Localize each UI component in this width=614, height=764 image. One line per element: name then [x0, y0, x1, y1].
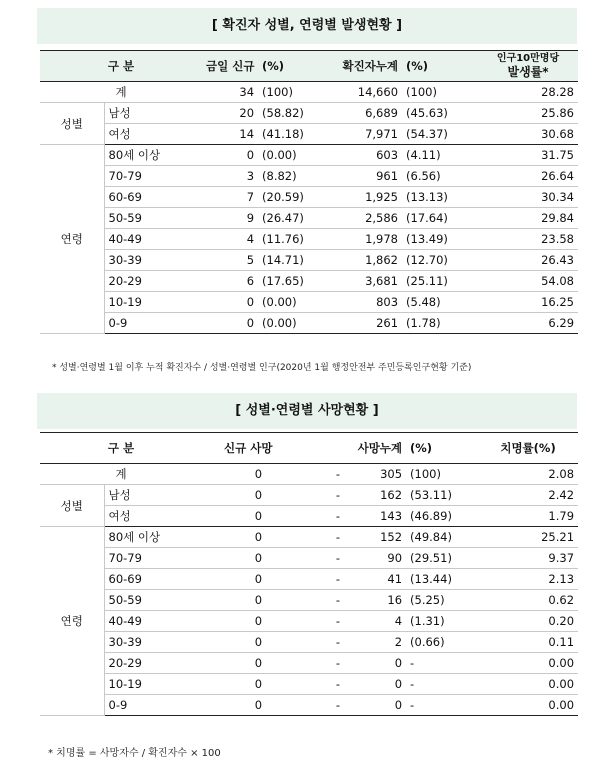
new-count-cell: 5 [202, 250, 258, 271]
table2-body [40, 464, 578, 716]
rate-cell: 0.20 [478, 611, 578, 632]
table-row [40, 485, 578, 506]
category-label-cell: 30-39 [104, 632, 202, 653]
cum-count-cell: 0 [350, 653, 406, 674]
category-label-cell: 60-69 [104, 569, 202, 590]
new-pct-cell: (0.00) [258, 292, 320, 313]
table1-title: [ 확진자 성별, 연령별 발생현황 ] [37, 8, 577, 44]
rate-cell: 0.00 [478, 674, 578, 695]
category-label-cell: 80세 이상 [104, 145, 202, 166]
new-count-cell: 0 [202, 506, 266, 527]
cum-pct-cell: (100) [402, 82, 478, 103]
cum-pct-cell: (54.37) [402, 124, 478, 145]
confirmed-cases-table [40, 50, 578, 334]
table2-header-row [40, 433, 578, 464]
cum-count-cell: 0 [350, 695, 406, 716]
new-count-cell: 0 [202, 674, 266, 695]
table-row [40, 590, 578, 611]
category-label-cell: 남성 [104, 485, 202, 506]
group-label-sex: 성별 [40, 485, 104, 527]
cum-pct-cell: (0.66) [406, 632, 478, 653]
table-row-total [40, 464, 578, 485]
table1-header-cum: 확진자누계 [320, 51, 402, 82]
new-pct-cell: - [266, 464, 350, 485]
cum-count-cell: 14,660 [320, 82, 402, 103]
table-row [40, 292, 578, 313]
new-pct-cell: - [266, 569, 350, 590]
table1-header-group: 구 분 [40, 51, 202, 82]
cum-pct-cell: (12.70) [402, 250, 478, 271]
deaths-table [40, 432, 578, 716]
table2-title: [ 성별·연령별 사망현황 ] [37, 393, 577, 429]
table-row [40, 674, 578, 695]
category-label-cell: 40-49 [104, 611, 202, 632]
table-row [40, 250, 578, 271]
rate-cell: 23.58 [478, 229, 578, 250]
new-count-cell: 6 [202, 271, 258, 292]
cum-count-cell: 6,689 [320, 103, 402, 124]
category-label-cell: 20-29 [104, 271, 202, 292]
new-pct-cell: (0.00) [258, 145, 320, 166]
group-label-sex: 성별 [40, 103, 104, 145]
cum-count-cell: 162 [350, 485, 406, 506]
category-label-cell: 70-79 [104, 166, 202, 187]
cum-pct-cell: - [406, 674, 478, 695]
new-count-cell: 20 [202, 103, 258, 124]
category-label-cell: 남성 [104, 103, 202, 124]
table1-header-row [40, 51, 578, 82]
cum-count-cell: 603 [320, 145, 402, 166]
new-count-cell: 14 [202, 124, 258, 145]
category-label-cell: 80세 이상 [104, 527, 202, 548]
table2-header-cum: 사망누계 [350, 433, 406, 464]
table-row [40, 506, 578, 527]
new-pct-cell: (11.76) [258, 229, 320, 250]
cum-pct-cell: (13.49) [402, 229, 478, 250]
new-count-cell: 9 [202, 208, 258, 229]
category-label-cell: 0-9 [104, 695, 202, 716]
cum-count-cell: 41 [350, 569, 406, 590]
category-label-cell: 30-39 [104, 250, 202, 271]
cum-pct-cell: (1.78) [402, 313, 478, 334]
cum-count-cell: 1,925 [320, 187, 402, 208]
group-label-age: 연령 [40, 527, 104, 716]
rate-cell: 30.68 [478, 124, 578, 145]
rate-cell: 0.00 [478, 695, 578, 716]
cum-pct-cell: (13.13) [402, 187, 478, 208]
cum-count-cell: 3,681 [320, 271, 402, 292]
table-row [40, 313, 578, 334]
table-row [40, 124, 578, 145]
cum-count-cell: 4 [350, 611, 406, 632]
cum-count-cell: 2,586 [320, 208, 402, 229]
rate-cell: 29.84 [478, 208, 578, 229]
new-count-cell: 0 [202, 485, 266, 506]
new-count-cell: 3 [202, 166, 258, 187]
cum-pct-cell: (46.89) [406, 506, 478, 527]
new-pct-cell: (26.47) [258, 208, 320, 229]
cum-count-cell: 2 [350, 632, 406, 653]
rate-cell: 26.64 [478, 166, 578, 187]
table2-header-cum-pct: (%) [406, 433, 478, 464]
category-label-cell: 10-19 [104, 674, 202, 695]
cum-pct-cell: (4.11) [402, 145, 478, 166]
new-pct-cell: - [266, 653, 350, 674]
group-label-age: 연령 [40, 145, 104, 334]
table1-body [40, 82, 578, 334]
new-count-cell: 0 [202, 632, 266, 653]
table1-header-rate [478, 51, 578, 82]
cum-pct-cell: - [406, 695, 478, 716]
category-label-cell: 0-9 [104, 313, 202, 334]
table1-footnote: * 성별·연령별 1월 이후 누적 확진자수 / 성별·연령별 인구(2020년 1월 행정안전부 주민등록인구현황 기준) [52, 363, 472, 373]
cum-pct-cell: (53.11) [406, 485, 478, 506]
new-pct-cell: (14.71) [258, 250, 320, 271]
cum-pct-cell: (13.44) [406, 569, 478, 590]
cum-pct-cell: (17.64) [402, 208, 478, 229]
rate-cell: 28.28 [478, 82, 578, 103]
table2-footnote: * 치명률 = 사망자수 / 확진자수 × 100 [48, 748, 221, 759]
rate-cell: 0.11 [478, 632, 578, 653]
cum-pct-cell: (49.84) [406, 527, 478, 548]
new-pct-cell: (100) [258, 82, 320, 103]
cum-count-cell: 0 [350, 674, 406, 695]
new-pct-cell: (0.00) [258, 313, 320, 334]
cum-count-cell: 961 [320, 166, 402, 187]
category-label-cell: 여성 [104, 124, 202, 145]
table1-header-rate-line1: 인구10만명당 [496, 53, 560, 64]
table-row [40, 271, 578, 292]
rate-cell: 9.37 [478, 548, 578, 569]
cum-count-cell: 305 [350, 464, 406, 485]
cum-pct-cell: (29.51) [406, 548, 478, 569]
table-row [40, 653, 578, 674]
cum-pct-cell: (5.48) [402, 292, 478, 313]
new-count-cell: 34 [202, 82, 258, 103]
rate-cell: 6.29 [478, 313, 578, 334]
new-pct-cell: - [266, 611, 350, 632]
new-pct-cell: (8.82) [258, 166, 320, 187]
cum-pct-cell: (45.63) [402, 103, 478, 124]
category-label-cell: 70-79 [104, 548, 202, 569]
cum-count-cell: 152 [350, 527, 406, 548]
new-pct-cell: - [266, 695, 350, 716]
table-row [40, 548, 578, 569]
rate-cell: 25.21 [478, 527, 578, 548]
table-row [40, 632, 578, 653]
rate-cell: 0.00 [478, 653, 578, 674]
cum-pct-cell: - [406, 653, 478, 674]
table-row [40, 527, 578, 548]
new-pct-cell: - [266, 506, 350, 527]
table1-header-new-pct: (%) [258, 51, 320, 82]
table-row [40, 145, 578, 166]
total-label-cell: 계 [40, 464, 202, 485]
new-count-cell: 0 [202, 569, 266, 590]
new-pct-cell: - [266, 527, 350, 548]
cum-count-cell: 90 [350, 548, 406, 569]
new-pct-cell: - [266, 548, 350, 569]
cum-count-cell: 1,862 [320, 250, 402, 271]
cum-count-cell: 16 [350, 590, 406, 611]
new-count-cell: 0 [202, 292, 258, 313]
new-count-cell: 0 [202, 145, 258, 166]
cum-count-cell: 803 [320, 292, 402, 313]
new-count-cell: 7 [202, 187, 258, 208]
category-label-cell: 50-59 [104, 208, 202, 229]
table-row [40, 569, 578, 590]
rate-cell: 2.08 [478, 464, 578, 485]
new-pct-cell: - [266, 632, 350, 653]
table-row [40, 229, 578, 250]
new-pct-cell: - [266, 674, 350, 695]
table1-header-new: 금일 신규 [202, 51, 258, 82]
table2-header-group: 구 분 [40, 433, 202, 464]
table2-header-new: 신규 사망 [202, 433, 350, 464]
rate-cell: 2.13 [478, 569, 578, 590]
total-label-cell: 계 [40, 82, 202, 103]
rate-cell: 0.62 [478, 590, 578, 611]
new-pct-cell: (17.65) [258, 271, 320, 292]
new-pct-cell: - [266, 590, 350, 611]
table-row [40, 695, 578, 716]
new-pct-cell: - [266, 485, 350, 506]
new-count-cell: 0 [202, 695, 266, 716]
new-count-cell: 0 [202, 548, 266, 569]
new-count-cell: 0 [202, 611, 266, 632]
category-label-cell: 40-49 [104, 229, 202, 250]
new-count-cell: 0 [202, 464, 266, 485]
rate-cell: 31.75 [478, 145, 578, 166]
category-label-cell: 60-69 [104, 187, 202, 208]
new-count-cell: 0 [202, 590, 266, 611]
new-count-cell: 0 [202, 313, 258, 334]
new-count-cell: 4 [202, 229, 258, 250]
rate-cell: 26.43 [478, 250, 578, 271]
cum-pct-cell: (25.11) [402, 271, 478, 292]
cum-count-cell: 7,971 [320, 124, 402, 145]
table2-header-rate: 치명률(%) [478, 433, 578, 464]
category-label-cell: 20-29 [104, 653, 202, 674]
table1-header-rate-line2: 발생률* [507, 65, 549, 79]
cum-pct-cell: (100) [406, 464, 478, 485]
category-label-cell: 여성 [104, 506, 202, 527]
rate-cell: 54.08 [478, 271, 578, 292]
rate-cell: 1.79 [478, 506, 578, 527]
table-row-total [40, 82, 578, 103]
table-row [40, 166, 578, 187]
new-pct-cell: (20.59) [258, 187, 320, 208]
cum-count-cell: 1,978 [320, 229, 402, 250]
table-row [40, 611, 578, 632]
category-label-cell: 50-59 [104, 590, 202, 611]
cum-count-cell: 261 [320, 313, 402, 334]
new-pct-cell: (41.18) [258, 124, 320, 145]
rate-cell: 16.25 [478, 292, 578, 313]
cum-pct-cell: (1.31) [406, 611, 478, 632]
cum-pct-cell: (5.25) [406, 590, 478, 611]
rate-cell: 2.42 [478, 485, 578, 506]
category-label-cell: 10-19 [104, 292, 202, 313]
table-row [40, 187, 578, 208]
table-row [40, 103, 578, 124]
new-count-cell: 0 [202, 653, 266, 674]
cum-count-cell: 143 [350, 506, 406, 527]
rate-cell: 25.86 [478, 103, 578, 124]
table1-header-cum-pct: (%) [402, 51, 478, 82]
new-count-cell: 0 [202, 527, 266, 548]
cum-pct-cell: (6.56) [402, 166, 478, 187]
new-pct-cell: (58.82) [258, 103, 320, 124]
table-row [40, 208, 578, 229]
rate-cell: 30.34 [478, 187, 578, 208]
